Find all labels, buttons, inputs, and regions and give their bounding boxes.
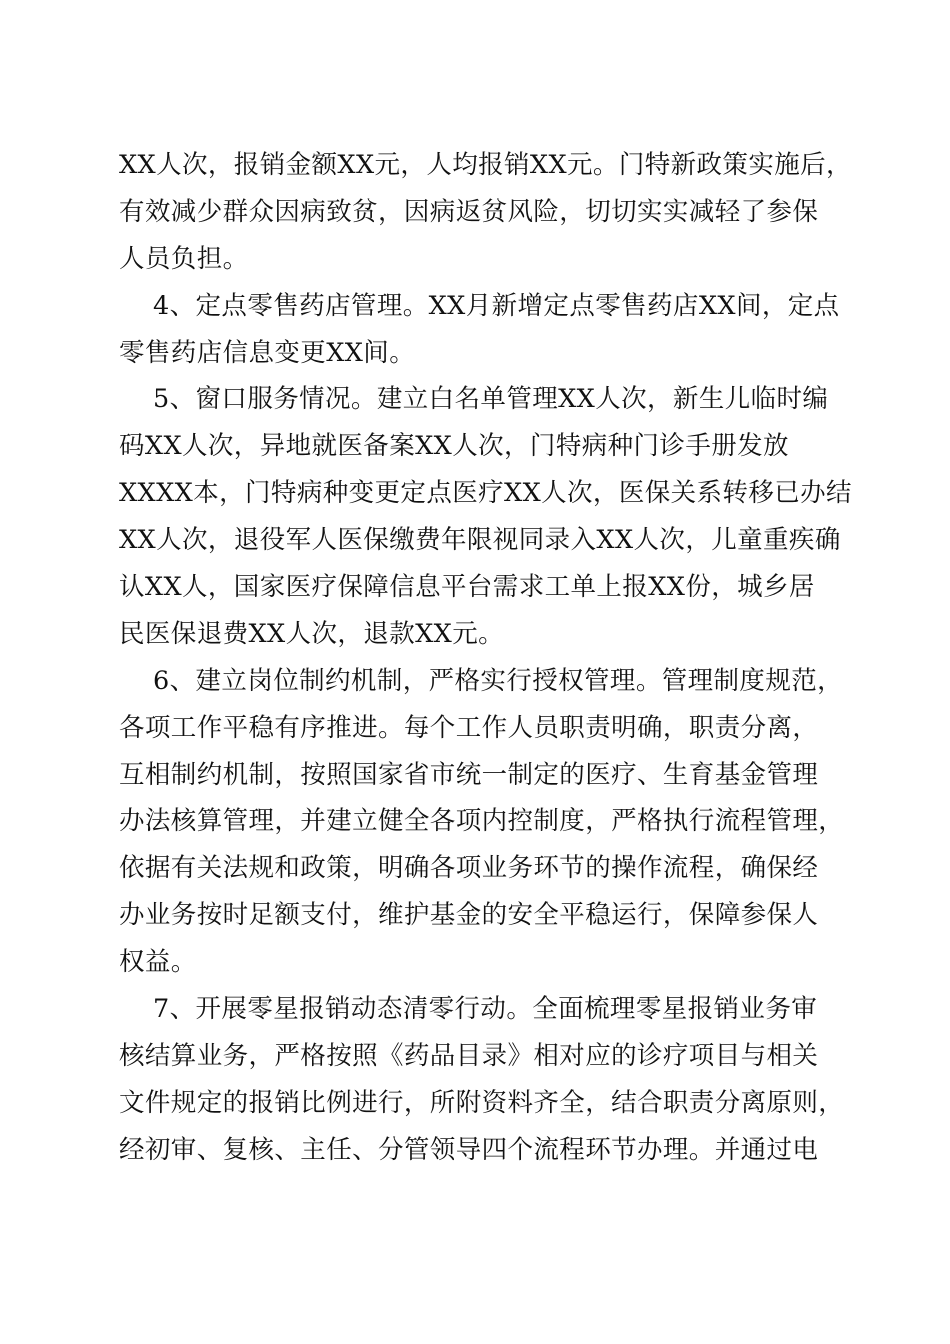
text-line: 认XX人，国家医疗保障信息平台需求工单上报XX份，城乡居 — [119, 572, 815, 602]
text-line: 有效减少群众因病致贫，因病返贫风险，切切实实减轻了参保 — [119, 197, 819, 227]
text-line: 零售药店信息变更XX间。 — [119, 338, 416, 368]
text-line: 文件规定的报销比例进行，所附资料齐全，结合职责分离原则， — [119, 1088, 845, 1118]
text-line: 依据有关法规和政策，明确各项业务环节的操作流程，确保经 — [119, 853, 819, 883]
text-line: 办业务按时足额支付，维护基金的安全平稳运行，保障参保人 — [119, 900, 819, 930]
text-line: 码XX人次，异地就医备案XX人次，门特病种门诊手册发放 — [119, 431, 789, 461]
text-line: 6、建立岗位制约机制，严格实行授权管理。管理制度规范， — [153, 666, 844, 696]
text-line: 7、开展零星报销动态清零行动。全面梳理零星报销业务审 — [153, 994, 818, 1024]
text-line: XXXX本，门特病种变更定点医疗XX人次，医保关系转移已办结 — [119, 478, 852, 508]
text-line: 经初审、复核、主任、分管领导四个流程环节办理。并通过电 — [119, 1135, 819, 1165]
text-line: 办法核算管理，并建立健全各项内控制度，严格执行流程管理， — [119, 806, 845, 836]
text-line: 5、窗口服务情况。建立白名单管理XX人次，新生儿临时编 — [153, 384, 829, 414]
text-line: 4、定点零售药店管理。XX月新增定点零售药店XX间，定点 — [153, 291, 840, 321]
text-line: 民医保退费XX人次，退款XX元。 — [119, 619, 505, 649]
text-line: XX人次，报销金额XX元，人均报销XX元。门特新政策实施后， — [119, 150, 852, 180]
text-line: 各项工作平稳有序推进。每个工作人员职责明确，职责分离， — [119, 713, 819, 743]
text-line: XX人次，退役军人医保缴费年限视同录入XX人次，儿童重疾确 — [119, 525, 841, 555]
text-line: 互相制约机制，按照国家省市统一制定的医疗、生育基金管理 — [119, 760, 819, 790]
text-line: 人员负担。 — [119, 244, 249, 274]
text-line: 权益。 — [119, 947, 197, 977]
text-line: 核结算业务，严格按照《药品目录》相对应的诊疗项目与相关 — [119, 1041, 819, 1071]
